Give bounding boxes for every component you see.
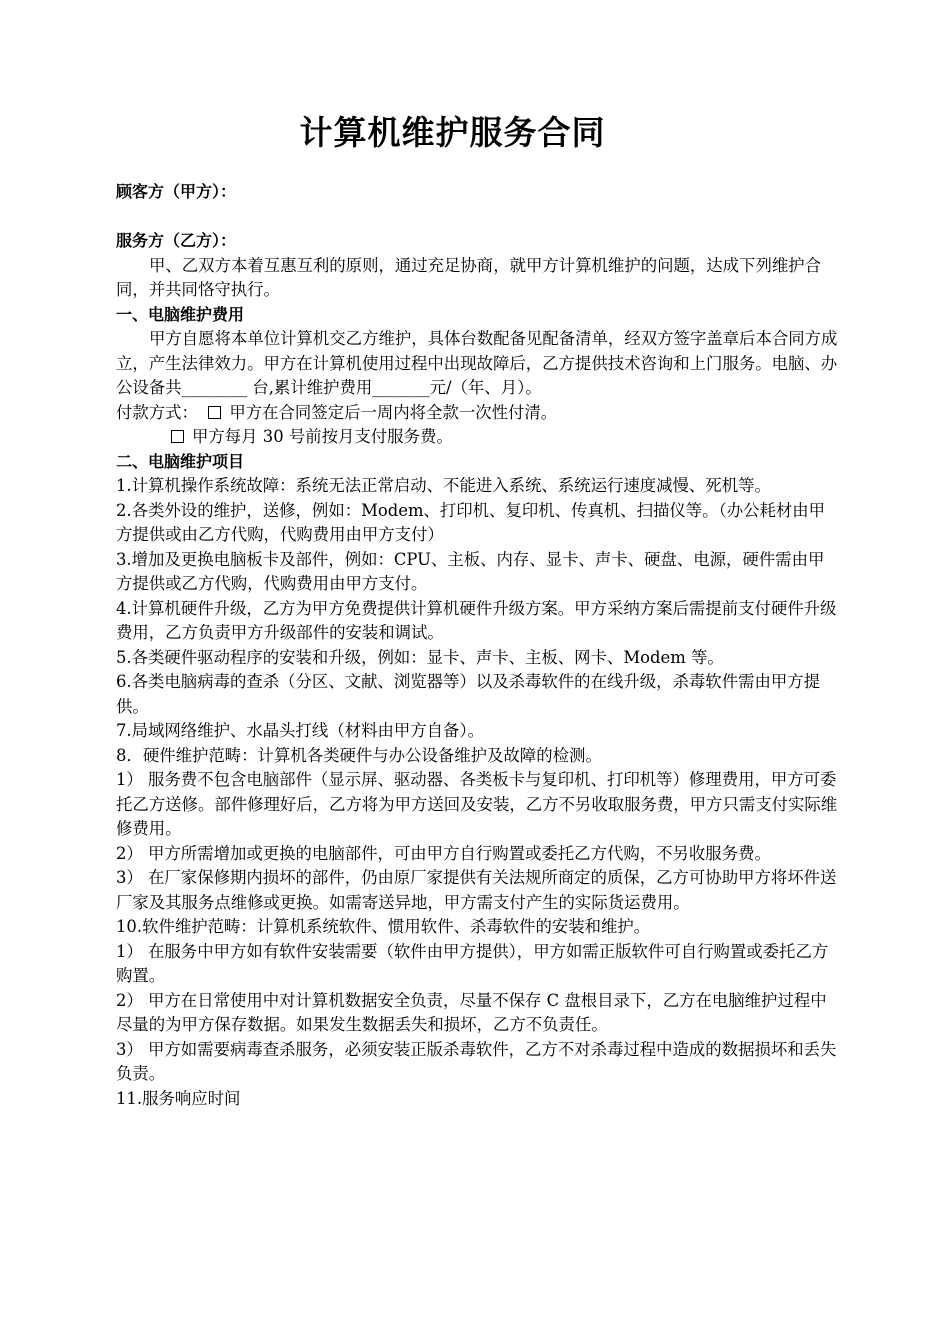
section-1-paragraph: 甲方自愿将本单位计算机交乙方维护，具体台数配备见配备清单，经双方签字盖章后本合同方成立，产生法律效力。甲方在计算机使用过程中出现故障后，乙方提供技术咨询和上门服务。电脑、办公设备共________ 台,累计维护费用_______元/（年、月）。 (116, 329, 838, 397)
checkbox-icon (208, 406, 221, 419)
software-subitem-3: 3） 甲方如需要病毒查杀服务，必须安装正版杀毒软件，乙方不对杀毒过程中造成的数据损坏和丢失负责。 (116, 1039, 837, 1083)
section-2-heading: 二、电脑维护项目 (116, 451, 245, 471)
item-2: 2.各类外设的维护，送修，例如：Modem、打印机、复印机、传真机、扫描仪等。（办公耗材由甲方提供或由乙方代购，代购费用由甲方支付） (116, 500, 826, 544)
document-title: 计算机维护服务合同 (299, 113, 606, 152)
payment-option-1: 甲方在合同签定后一周内将全款一次性付清。 (229, 402, 558, 422)
section-1-heading: 一、电脑维护费用 (116, 304, 245, 324)
item-7: 7.局域网络维护、水晶头打线（材料由甲方自备）。 (116, 721, 485, 740)
item-6: 6.各类电脑病毒的查杀（分区、文献、浏览器等）以及杀毒软件的在线升级，杀毒软件需由甲方提供。 (116, 672, 821, 716)
payment-option-2-line (116, 425, 838, 450)
hardware-subitem-3: 3） 在厂家保修期内损坏的部件，仍由原厂家提供有关法规所商定的质保，乙方可协助甲方将坏件送厂家及其服务点维修或更换。如需寄送异地，甲方需支付产生的实际货运费用。 (116, 868, 837, 912)
item-1: 1.计算机操作系统故障：系统无法正常启动、不能进入系统、系统运行速度减慢、死机等。 (116, 476, 771, 495)
payment-option-2: 甲方每月 30 号前按月支付服务费。 (192, 427, 453, 446)
hardware-subitem-1: 1） 服务费不包含电脑部件（显示屏、驱动器、各类板卡与复印机、打印机等）修理费用，甲方可委托乙方送修。部件修理好后，乙方将为甲方送回及安装，乙方不另收取服务费，甲方只需支付实际维修费用。 (116, 770, 838, 838)
item-11: 11.服务响应时间 (116, 1088, 241, 1108)
item-5: 5.各类硬件驱动程序的安装和升级，例如：显卡、声卡、主板、网卡、Modem 等。 (116, 647, 724, 667)
party-b-line: 服务方（乙方）： (116, 231, 237, 250)
item-10: 10.软件维护范畴：计算机系统软件、惯用软件、杀毒软件的安装和维护。 (116, 917, 651, 936)
item-3: 3.增加及更换电脑板卡及部件，例如：CPU、主板、内存、显卡、声卡、硬盘、电源，硬件需由甲方提供或乙方代购，代购费用由甲方支付。 (116, 549, 825, 593)
software-subitem-2: 2） 甲方在日常使用中对计算机数据安全负责，尽量不保存 C 盘根目录下，乙方在电脑维护过程中尽量的为甲方保存数据。如果发生数据丢失和损坏，乙方不负责任。 (116, 990, 827, 1034)
payment-label: 付款方式： (116, 402, 198, 422)
hardware-subitem-2: 2） 甲方所需增加或更换的电脑部件，可由甲方自行购置或委托乙方代购，不另收服务费。 (116, 843, 771, 863)
software-subitem-1: 1） 在服务中甲方如有软件安装需要（软件由甲方提供），甲方如需正版软件可自行购置或委托乙方购置。 (116, 941, 829, 985)
payment-option-1-line (116, 401, 838, 426)
checkbox-icon (171, 430, 184, 443)
document-body (116, 180, 838, 1111)
item-8: 8．硬件维护范畴：计算机各类硬件与办公设备维护及故障的检测。 (116, 745, 602, 765)
item-4: 4.计算机硬件升级，乙方为甲方免费提供计算机硬件升级方案。甲方采纳方案后需提前支付硬件升级费用，乙方负责甲方升级部件的安装和调试。 (116, 598, 837, 642)
intro-paragraph: 甲、乙双方本着互惠互利的原则，通过充足协商，就甲方计算机维护的问题，达成下列维护合同，并共同恪守执行。 (116, 255, 822, 299)
blank-line (116, 205, 838, 230)
party-a-line: 顾客方（甲方）： (116, 182, 237, 201)
